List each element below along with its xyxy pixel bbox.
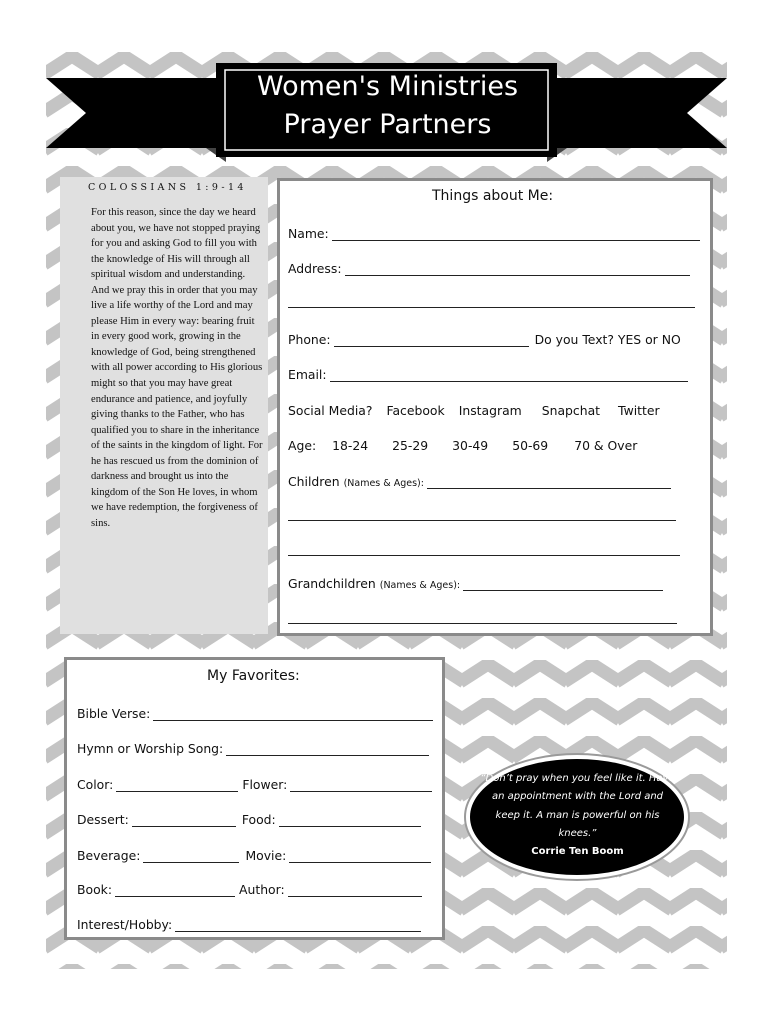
text-question[interactable]: Do you Text? YES or NO [534, 332, 681, 347]
name-label: Name: [288, 226, 329, 241]
scripture-reference: COLOSSIANS 1:9-14 [88, 182, 247, 193]
favorites-heading: My Favorites: [207, 668, 300, 684]
social-option-snapchat[interactable]: Snapchat [541, 403, 601, 418]
flower-field[interactable] [290, 780, 432, 792]
email-field[interactable] [330, 370, 688, 382]
flower-label: Flower: [242, 777, 288, 792]
address-label: Address: [288, 261, 342, 276]
bible-verse-row [77, 706, 433, 721]
age-option-50-69[interactable]: 50-69 [512, 438, 549, 453]
grandchildren-row [288, 576, 663, 591]
color-label: Color: [77, 777, 114, 792]
hymn-row [77, 741, 429, 756]
movie-field[interactable] [289, 851, 431, 863]
beverage-field[interactable] [143, 851, 239, 863]
children-row-3 [288, 544, 680, 556]
children-field-2[interactable] [288, 509, 676, 521]
movie-label: Movie: [245, 848, 287, 863]
grandchildren-label: Grandchildren [288, 576, 376, 591]
book-label: Book: [77, 882, 113, 897]
page-title [221, 68, 554, 152]
scripture-text: For this reason, since the day we heard about you, we have not stopped praying for you and asking God to fill you with the knowledge of His will through all spiritual wisdom and understanding. And we pray this in order that you may live a life worthy of the Lord and may please Him in every way: bearing fruit in every good work, growing in the knowledge of God, being strengthened with all power according to His glorious might so that you may have great endurance and patience, and joyfully giving thanks to the Father, who has qualified you to share in the inheritance of the saints in the kingdom of light. For he has rescued us from the dominion of darkness and brought us into the kingdom of the Son He loves, in whom we have redemption, the forgiveness of sins. [91, 207, 263, 529]
grandchildren-note: (Names & Ages): [379, 580, 461, 591]
bible-verse-field[interactable] [153, 709, 433, 721]
age-row [288, 438, 637, 453]
children-row [288, 474, 671, 489]
children-note: (Names & Ages): [343, 478, 424, 489]
age-option-18-24[interactable]: 18-24 [332, 438, 369, 453]
name-row [288, 226, 700, 241]
age-option-25-29[interactable]: 25-29 [392, 438, 429, 453]
quote-text: “Don’t pray when you feel like it. Have an appointment with the Lord and keep it. A man is powerful on his knees.” [480, 773, 675, 839]
social-option-facebook[interactable]: Facebook [386, 403, 445, 418]
age-option-70-over[interactable]: 70 & Over [574, 438, 638, 453]
name-field[interactable] [332, 229, 700, 241]
about-heading: Things about Me: [432, 188, 554, 204]
author-field[interactable] [288, 885, 422, 897]
hobby-row [77, 917, 421, 932]
age-label: Age: [288, 438, 317, 453]
food-label: Food: [241, 812, 276, 827]
grandchildren-row-2 [288, 612, 677, 624]
food-field[interactable] [279, 815, 421, 827]
hymn-label: Hymn or Worship Song: [77, 741, 224, 756]
bible-verse-label: Bible Verse: [77, 706, 151, 721]
hobby-field[interactable] [175, 920, 421, 932]
social-row [288, 403, 660, 418]
hobby-label: Interest/Hobby: [77, 917, 173, 932]
social-option-twitter[interactable]: Twitter [618, 403, 660, 418]
children-label: Children [288, 474, 340, 489]
children-field[interactable] [427, 477, 671, 489]
title-line-1: Women's Ministries [256, 71, 519, 102]
age-option-30-49[interactable]: 30-49 [452, 438, 489, 453]
favorites-panel [64, 657, 445, 940]
quote-block [480, 770, 675, 861]
children-field-3[interactable] [288, 544, 680, 556]
email-row [288, 367, 688, 382]
phone-field[interactable] [334, 335, 529, 347]
book-field[interactable] [115, 885, 235, 897]
author-label: Author: [239, 882, 285, 897]
hymn-field[interactable] [226, 744, 429, 756]
beverage-movie-row [77, 848, 431, 863]
title-line-2: Prayer Partners [283, 109, 492, 140]
phone-row [288, 332, 681, 347]
beverage-label: Beverage: [77, 848, 141, 863]
address-field[interactable] [345, 264, 690, 276]
grandchildren-field[interactable] [463, 579, 663, 591]
book-author-row [77, 882, 422, 897]
social-option-instagram[interactable]: Instagram [458, 403, 522, 418]
address-field-2[interactable] [288, 296, 695, 308]
dessert-food-row [77, 812, 421, 827]
dessert-label: Dessert: [77, 812, 129, 827]
children-row-2 [288, 509, 676, 521]
address-row [288, 261, 690, 276]
phone-label: Phone: [288, 332, 331, 347]
grandchildren-field-2[interactable] [288, 612, 677, 624]
address-row-2 [288, 296, 695, 308]
color-field[interactable] [116, 780, 238, 792]
quote-author: Corrie Ten Boom [531, 846, 624, 858]
color-flower-row [77, 777, 432, 792]
email-label: Email: [288, 367, 327, 382]
dessert-field[interactable] [132, 815, 236, 827]
social-label: Social Media? [288, 403, 373, 418]
